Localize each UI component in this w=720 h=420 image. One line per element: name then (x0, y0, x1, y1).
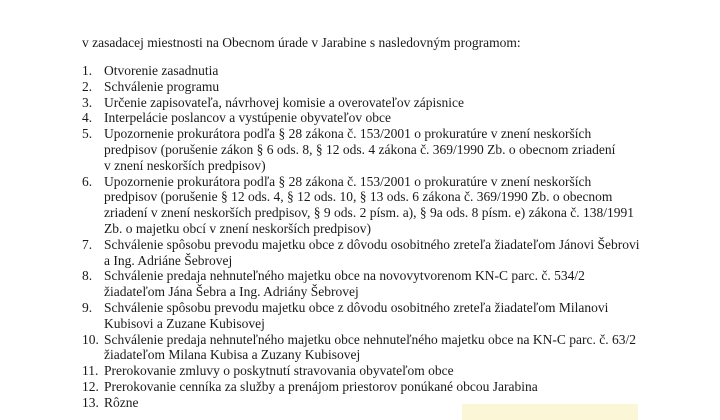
agenda-item-line: Schválenie spôsobu prevodu majetku obce z dôvodu osobitného zreteľa žiadateľom Milanovi (104, 299, 609, 315)
agenda-item-number: 10. (82, 331, 99, 347)
agenda-item-number: 2. (82, 78, 93, 94)
agenda-item-line: žiadateľom Milana Kubisa a Zuzany Kubisovej (104, 347, 361, 363)
agenda-item-line: Kubisovi a Zuzane Kubisovej (104, 315, 265, 331)
agenda-item-text (104, 63, 644, 79)
agenda-item (0, 300, 720, 332)
agenda-item-text (104, 237, 644, 269)
agenda-item (0, 174, 720, 237)
agenda-item-line: Schválenie spôsobu prevodu majetku obce z dôvodu osobitného zreteľa žiadateľom Jánovi Šebrovi (104, 236, 640, 252)
agenda-item-line: Otvorenie zasadnutia (104, 63, 219, 78)
agenda-item-text (104, 95, 644, 111)
agenda-item-text (104, 332, 644, 364)
agenda-item-line: Prerokovanie cenníka za služby a prenájom priestorov ponúkané obcou Jarabina (104, 378, 538, 394)
agenda-item-line: Interpelácie poslancov a vystúpenie obyvateľov obce (104, 110, 392, 126)
agenda-item-line: predpisov (porušenie § 12 ods. 4, § 12 ods. 10, § 13 ods. 6 zákona č. 369/1990 Zb. o obecnom (104, 189, 613, 205)
agenda-item-line: Určenie zapisovateľa, návrhovej komisie a overovateľov zápisnice (104, 94, 464, 110)
agenda-item-text (104, 395, 644, 411)
agenda-item (0, 268, 720, 300)
agenda-item-number: 4. (82, 110, 93, 126)
agenda-item (0, 237, 720, 269)
agenda-item (0, 95, 720, 111)
agenda-item-line: zriadení v znení neskorších predpisov, § 9 ods. 2 písm. a), § 9a ods. 8 písm. e) zákona č. 138/1991 (104, 205, 635, 221)
agenda-item (0, 79, 720, 95)
agenda-item-number: 8. (82, 268, 93, 284)
agenda-item-text (104, 379, 644, 395)
agenda-item (0, 110, 720, 126)
agenda-item-text (104, 268, 644, 300)
agenda-item-text (104, 79, 644, 95)
agenda-item-number: 5. (82, 126, 93, 142)
agenda-item-line: v znení neskorších predpisov) (104, 157, 266, 173)
agenda-item (0, 332, 720, 364)
agenda-item-number: 11. (82, 363, 99, 379)
agenda-item-number: 6. (82, 173, 93, 189)
agenda-item (0, 395, 720, 411)
agenda-item (0, 126, 720, 173)
agenda-list (0, 63, 720, 411)
agenda-item-number: 1. (82, 63, 93, 78)
agenda-item-text (104, 363, 644, 379)
agenda-item-line: Upozornenie prokurátora podľa § 28 zákona č. 153/2001 o prokuratúre v znení neskorších (104, 126, 592, 142)
agenda-item-line: Rôzne (104, 394, 139, 410)
agenda-item-line: žiadateľom Jána Šebra a Ing. Adriány Šebrovej (104, 284, 359, 300)
agenda-item-number: 7. (82, 236, 93, 252)
agenda-item-text (104, 174, 644, 237)
agenda-item (0, 379, 720, 395)
agenda-item-text (104, 126, 644, 173)
agenda-item-line: a Ing. Adriáne Šebrovej (104, 252, 233, 268)
agenda-item-line: Schválenie predaja nehnuteľného majetku obce na novovytvorenom KN-C parc. č. 534/2 (104, 268, 585, 284)
agenda-item-text (104, 110, 644, 126)
agenda-item-number: 3. (82, 94, 93, 110)
agenda-item-text (104, 300, 644, 332)
agenda-item (0, 363, 720, 379)
agenda-item-line: Prerokovanie zmluvy o poskytnutí stravovania obyvateľom obce (104, 363, 454, 379)
agenda-item-number: 12. (82, 378, 99, 394)
agenda-item-line: Upozornenie prokurátora podľa § 28 zákona č. 153/2001 o prokuratúre v znení neskorších (104, 173, 592, 189)
agenda-item-line: Schválenie predaja nehnuteľného majetku obce nehnuteľného majetku obce na KN-C parc. č. 63/2 (104, 331, 637, 347)
agenda-item-line: Schválenie programu (104, 78, 220, 94)
agenda-item-line: Zb. o majetku obcí v znení neskorších predpisov) (104, 220, 371, 236)
agenda-item-line: predpisov (porušenie zákon § 6 ods. 8, § 12 ods. 4 zákona č. 369/1990 Zb. o obecnom zriadení (104, 141, 616, 157)
intro-text: v zasadacej miestnosti na Obecnom úrade v Jarabine s nasledovným programom: (82, 35, 521, 50)
agenda-item-number: 13. (82, 394, 99, 410)
agenda-item-number: 9. (82, 299, 93, 315)
agenda-item (0, 63, 720, 79)
